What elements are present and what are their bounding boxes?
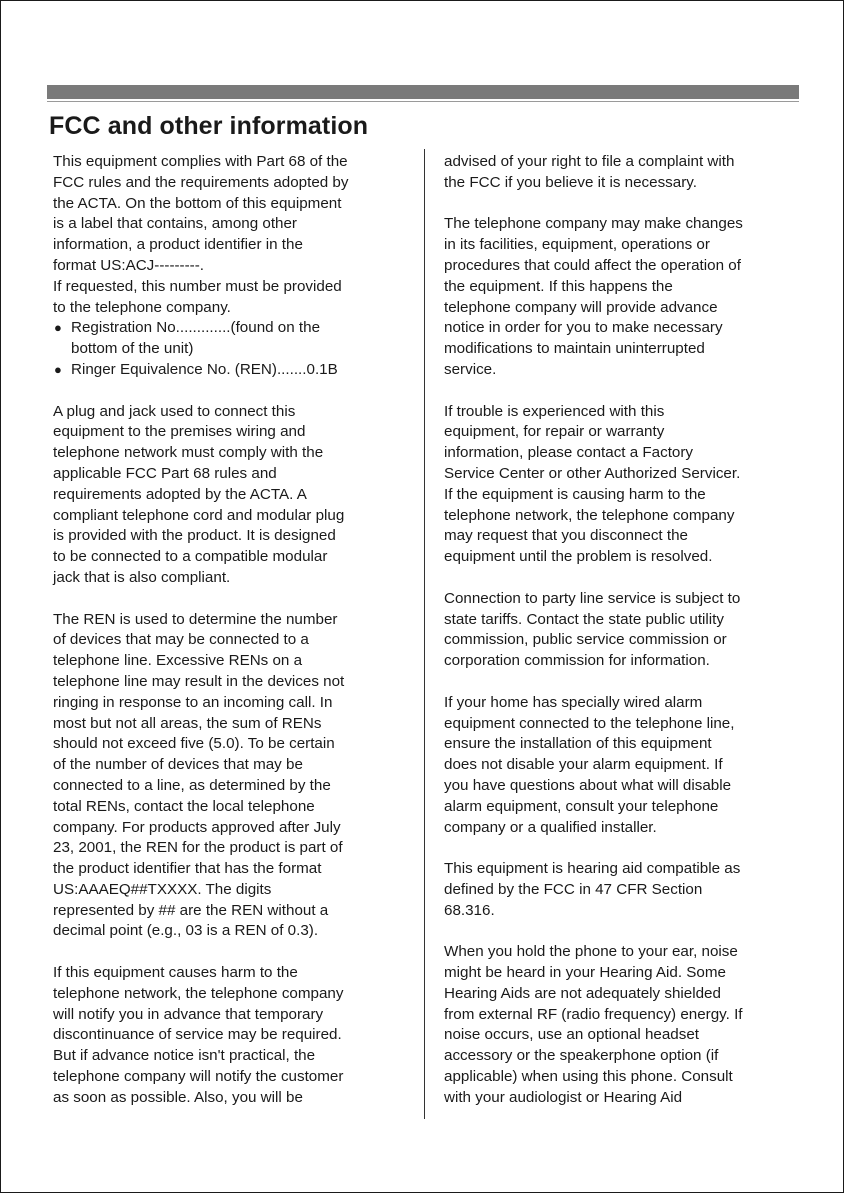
paragraph-gap — [444, 921, 800, 942]
text-line: notice in order for you to make necessary — [444, 319, 723, 337]
text-line: If trouble is experienced with this — [444, 402, 665, 420]
text-line: equipment, for repair or warranty — [444, 423, 665, 441]
text-line: may request that you disconnect the — [444, 527, 688, 545]
text-line: the ACTA. On the bottom of this equipment — [53, 194, 342, 212]
text-line: state tariffs. Contact the state public utility — [444, 610, 724, 628]
text-line: telephone line may result in the devices not — [53, 672, 345, 690]
text-line: service. — [444, 360, 497, 378]
paragraph-trouble-repair — [444, 402, 800, 568]
text-line: equipment to the premises wiring and — [53, 423, 306, 441]
right-column — [444, 152, 800, 1109]
paragraph-telco-changes — [444, 214, 800, 380]
text-line: represented by ## are the REN without a — [53, 901, 329, 919]
text-line: most but not all areas, the sum of RENs — [53, 714, 322, 732]
text-line: should not exceed five (5.0). To be certain — [53, 735, 335, 753]
text-line: company or a qualified installer. — [444, 818, 657, 836]
text-line: telephone company will provide advance — [444, 298, 718, 316]
text-line: of devices that may be connected to a — [53, 631, 309, 649]
paragraph-plug-and-jack — [53, 402, 405, 589]
text-line: information, please contact a Factory — [444, 444, 694, 462]
text-line: is provided with the product. It is designed — [53, 527, 336, 545]
paragraph-gap — [53, 589, 405, 610]
text-line: will notify you in advance that temporary — [53, 1005, 324, 1023]
text-line: the equipment. If this happens the — [444, 277, 673, 295]
text-line: decimal point (e.g., 03 is a REN of 0.3). — [53, 922, 319, 940]
text-line: as soon as possible. Also, you will be — [53, 1088, 303, 1106]
bullet-dot-icon: ● — [54, 361, 62, 377]
bullet-text-line: Ringer Equivalence No. (REN).......0.1B — [71, 360, 338, 378]
bullet-text-line: bottom of the unit) — [71, 340, 194, 358]
paragraph-ren-explanation — [53, 610, 405, 943]
text-line: This equipment complies with Part 68 of the — [53, 153, 348, 170]
text-line: compliant telephone cord and modular plug — [53, 506, 345, 524]
text-line: 68.316. — [444, 901, 495, 919]
text-line: If your home has specially wired alarm — [444, 693, 703, 711]
text-line: telephone network, the telephone company — [444, 506, 735, 524]
text-line: with your audiologist or Hearing Aid — [444, 1088, 683, 1106]
text-line: requirements adopted by the ACTA. A — [53, 485, 307, 503]
text-line: company. For products approved after July — [53, 818, 341, 836]
paragraph-gap — [444, 568, 800, 589]
text-line: commission, public service commission or — [444, 631, 727, 649]
paragraph-network-harm — [53, 963, 405, 1109]
text-line: When you hold the phone to your ear, noise — [444, 943, 738, 961]
paragraph-party-line — [444, 589, 800, 672]
text-line: This equipment is hearing aid compatible as — [444, 860, 741, 878]
bullet-text-line: Registration No.............(found on the — [71, 319, 321, 337]
text-line: The telephone company may make changes — [444, 215, 743, 233]
paragraph-alarm-equipment — [444, 693, 800, 839]
text-line: noise occurs, use an optional headset — [444, 1026, 699, 1044]
text-line: corporation commission for information. — [444, 652, 710, 670]
text-line: information, a product identifier in the — [53, 236, 303, 254]
ren-bullet — [53, 360, 405, 381]
paragraph-complaint-rights — [444, 152, 800, 194]
text-line: might be heard in your Hearing Aid. Some — [444, 964, 726, 982]
text-line: to be connected to a compatible modular — [53, 548, 328, 566]
text-line: modifications to maintain uninterrupted — [444, 340, 705, 358]
text-line: telephone network, the telephone company — [53, 984, 344, 1002]
text-line: equipment connected to the telephone line, — [444, 714, 735, 732]
text-line: defined by the FCC in 47 CFR Section — [444, 880, 703, 898]
text-line: Service Center or other Authorized Servicer. — [444, 464, 741, 482]
text-line: of the number of devices that may be — [53, 756, 303, 774]
text-line: telephone network must comply with the — [53, 444, 324, 462]
text-line: FCC rules and the requirements adopted by — [53, 173, 349, 191]
text-line: total RENs, contact the local telephone — [53, 797, 315, 815]
paragraph-gap — [53, 942, 405, 963]
text-line: alarm equipment, consult your telephone — [444, 797, 719, 815]
text-line: telephone line. Excessive RENs on a — [53, 652, 303, 670]
text-line: in its facilities, equipment, operations or — [444, 236, 710, 254]
header-bar — [47, 85, 799, 99]
text-line: ensure the installation of this equipment — [444, 735, 712, 753]
header-rule — [47, 101, 799, 102]
text-line: discontinuance of service may be required. — [53, 1026, 342, 1044]
text-line: accessory or the speakerphone option (if — [444, 1047, 719, 1065]
paragraph-gap — [444, 838, 800, 859]
registration-bullet — [53, 318, 405, 360]
paragraph-gap — [53, 381, 405, 402]
paragraph-gap — [444, 381, 800, 402]
text-line: telephone company will notify the customer — [53, 1068, 344, 1086]
text-line: jack that is also compliant. — [53, 568, 231, 586]
text-line: equipment until the problem is resolved. — [444, 548, 713, 566]
paragraph-gap — [444, 672, 800, 693]
text-line: format US:ACJ---------. — [53, 256, 205, 274]
text-line: 23, 2001, the REN for the product is part of — [53, 839, 343, 857]
text-line: the FCC if you believe it is necessary. — [444, 173, 697, 191]
column-divider — [424, 149, 425, 1119]
text-line: advised of your right to file a complaint with — [444, 153, 735, 170]
text-line: you have questions about what will disable — [444, 776, 732, 794]
text-line: Connection to party line service is subject to — [444, 589, 741, 607]
page-title: FCC and other information — [49, 112, 369, 140]
text-line: If the equipment is causing harm to the — [444, 485, 706, 503]
paragraph-part68-compliance — [53, 152, 405, 318]
text-line: The REN is used to determine the number — [53, 610, 338, 628]
text-line: A plug and jack used to connect this — [53, 402, 296, 420]
text-line: the product identifier that has the format — [53, 860, 322, 878]
text-line: But if advance notice isn't practical, the — [53, 1047, 316, 1065]
text-line: Hearing Aids are not adequately shielded — [444, 984, 721, 1002]
text-line: to the telephone company. — [53, 298, 231, 316]
text-line: procedures that could affect the operation of — [444, 256, 741, 274]
text-line: applicable FCC Part 68 rules and — [53, 464, 277, 482]
text-line: If this equipment causes harm to the — [53, 964, 298, 982]
text-line: If requested, this number must be provided — [53, 277, 342, 295]
text-line: does not disable your alarm equipment. If — [444, 756, 723, 774]
text-line: US:AAAEQ##TXXXX. The digits — [53, 880, 272, 898]
bullet-dot-icon: ● — [54, 320, 62, 336]
paragraph-hearing-aid-compatible — [444, 859, 800, 921]
text-line: ringing in response to an incoming call. In — [53, 693, 333, 711]
paragraph-hearing-aid-noise — [444, 942, 800, 1108]
text-line: applicable) when using this phone. Consult — [444, 1068, 733, 1086]
left-column — [53, 152, 405, 1109]
text-line: is a label that contains, among other — [53, 215, 297, 233]
paragraph-gap — [444, 194, 800, 215]
text-line: from external RF (radio frequency) energy. If — [444, 1005, 743, 1023]
text-line: connected to a line, as determined by the — [53, 776, 331, 794]
